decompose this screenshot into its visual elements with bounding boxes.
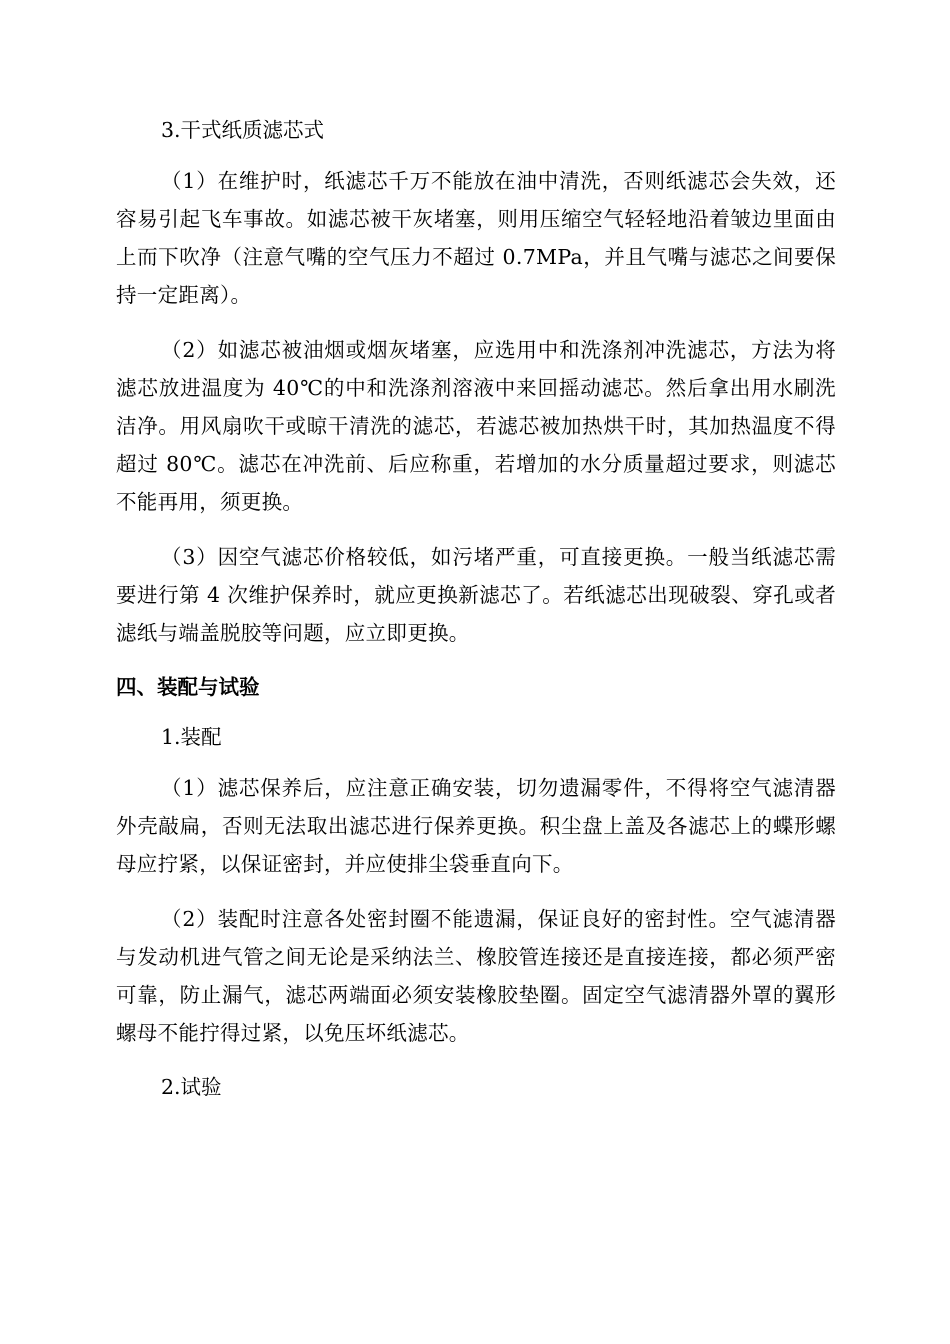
test-title: 2.试验: [161, 1075, 222, 1099]
paragraph-1: （1）在维护时，纸滤芯千万不能放在油中清洗，否则纸滤芯会失效，还容易引起飞车事故。如滤芯被干灰堵塞，则用压缩空气轻轻地沿着皱边里面由上而下吹净（注意气嘴的空气压力不超过 0.7MPa，并且气嘴与滤芯之间要保持一定距离）。: [116, 169, 836, 307]
paragraph-2: （2）如滤芯被油烟或烟灰堵塞，应选用中和洗涤剂冲洗滤芯，方法为将滤芯放进温度为 40℃的中和洗涤剂溶液中来回摇动滤芯。然后拿出用水刷洗洁净。用风扇吹干或晾干清洗的滤芯，若滤芯被加热烘干时，其加热温度不得超过 80℃。滤芯在冲洗前、后应称重，若增加的水分质量超过要求，则滤芯不能再用，须更换。: [116, 338, 836, 514]
spacer: [116, 755, 836, 769]
spacer: [116, 705, 836, 719]
section-3-title: 3.干式纸质滤芯式: [161, 118, 325, 142]
assembly-title: 1.装配: [161, 725, 222, 749]
spacer: [116, 883, 836, 900]
spacer: [116, 652, 836, 669]
chapter-4-heading: 四、装配与试验: [116, 675, 260, 699]
spacer: [116, 521, 836, 538]
paragraph-5: （2）装配时注意各处密封圈不能遗漏，保证良好的密封性。空气滤清器与发动机进气管之间无论是采纳法兰、橡胶管连接还是直接连接，都必须严密可靠，防止漏气，滤芯两端面必须安装橡胶垫圈。固定空气滤清器外罩的翼形螺母不能拧得过紧，以免压坏纸滤芯。: [116, 907, 836, 1045]
paragraph-3: （3）因空气滤芯价格较低，如污堵严重，可直接更换。一般当纸滤芯需要进行第 4 次维护保养时，就应更换新滤芯了。若纸滤芯出现破裂、穿孔或者滤纸与端盖脱胶等问题，应立即更换。: [116, 545, 836, 645]
spacer: [116, 1052, 836, 1069]
spacer: [116, 314, 836, 331]
document-body: [116, 112, 836, 1105]
spacer: [116, 148, 836, 162]
paragraph-4: （1）滤芯保养后，应注意正确安装，切勿遗漏零件，不得将空气滤清器外壳敲扁，否则无法取出滤芯进行保养更换。积尘盘上盖及各滤芯上的蝶形螺母应拧紧，以保证密封，并应使排尘袋垂直向下。: [116, 776, 836, 876]
